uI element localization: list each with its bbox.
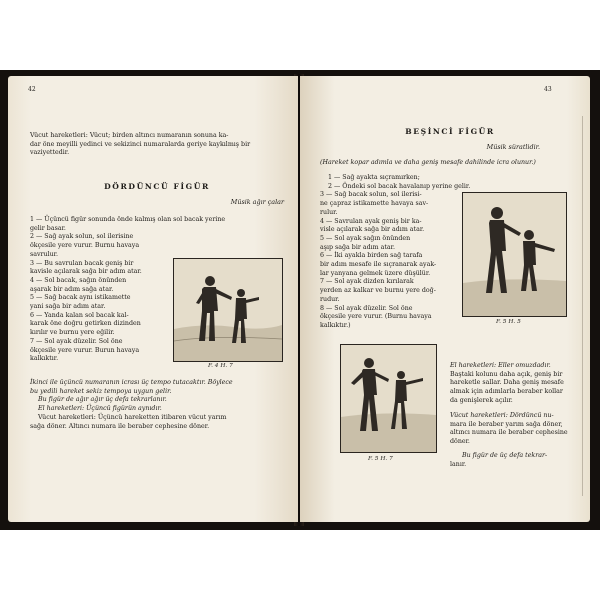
- step-line: 5 — Sol ayak sağın önünden: [320, 234, 411, 242]
- step-line: ökçesile yere vurur. Burun havaya: [30, 346, 140, 354]
- figure-5-bottom-caption: F. 5 H. 7: [368, 456, 393, 462]
- step-line: 2 — Sağ ayak solun, sol ilerisine: [30, 233, 134, 241]
- step-line: 6 — Yanda kalan sol bacak kal-: [30, 311, 129, 319]
- right-hands: [450, 362, 580, 406]
- left-intro-line: vaziyettedir.: [30, 149, 70, 157]
- left-intro-line: Vücut hareketleri: Vücut; birden altıncı numaranın sonuna ka-: [30, 132, 229, 139]
- step-line: rulur.: [320, 208, 338, 216]
- right-page-number: 43: [544, 86, 552, 93]
- left-intro-line: dar öne meyilli yedinci ve sekizinci numaralarda geriye kaykılmış bir: [30, 140, 251, 148]
- left-subheading: Müsik ağır çalar: [230, 198, 284, 206]
- step-line: 7 — Sol ayak dizden kırılarak: [320, 278, 414, 286]
- closing-line: lanır.: [450, 460, 467, 468]
- step-line: savrulur.: [30, 250, 58, 258]
- dancers-illustration: [463, 193, 566, 316]
- step-line: aşıp sağa bir adım atar.: [320, 243, 395, 251]
- right-intro: (Hareket kopar adımla ve daha geniş mesafe dahilinde icra olunur.): [320, 159, 536, 166]
- step-line: 8 — Sol ayak düzelir. Sol öne: [320, 304, 413, 312]
- step-line: 4 — Sol bacak, sağın önünden: [30, 276, 127, 284]
- figure-5-bottom-illustration: [340, 344, 437, 453]
- body-line: döner.: [450, 438, 470, 446]
- hands-line: El hareketleri: Eller omuzdadır.: [450, 362, 551, 369]
- step-line: yerden az kalkar ve burnu yere doğ-: [320, 287, 436, 295]
- right-page: [300, 76, 590, 522]
- step-line: 5 — Sağ bacak aynı istikamette: [30, 294, 131, 302]
- left-heading: DÖRDÜNCÜ FİGÜR: [104, 182, 210, 191]
- figure-4-illustration: [173, 258, 283, 362]
- figure-5-top-caption: F. 5 H. 5: [496, 319, 521, 325]
- left-page: [8, 76, 298, 522]
- step-line: 6 — İki ayakla birden sağ tarafa: [320, 252, 423, 260]
- step-line: ökçesile yere vurur. (Burnu havaya: [320, 313, 432, 321]
- right-body: [450, 412, 580, 447]
- step-line: 4 — Savrulan ayak geniş bir ka-: [320, 217, 422, 225]
- left-intro: [30, 132, 284, 158]
- right-subheading: Müsik süratlidir.: [486, 143, 540, 151]
- dancers-illustration: [341, 345, 436, 452]
- step-line: 2 — Öndeki sol bacak havalanıp yerine gelir.: [328, 182, 471, 190]
- step-line: kalkıktır.): [320, 321, 351, 329]
- step-line: kırılır ve burnu yere eğilir.: [30, 329, 115, 337]
- step-line: gelir basar.: [30, 224, 66, 232]
- step-line: lar yanyana gelmek üzere düşülür.: [320, 269, 431, 277]
- step-line: 3 — Sağ bacak solun, sol ilerisi-: [320, 191, 422, 199]
- step-line: 3 — Bu savrulan bacak geniş bir: [30, 259, 134, 267]
- hands-line: Baştaki kolunu daha açık, geniş bir: [450, 370, 563, 378]
- closing-line: Bu figür de ağır ağır üç defa tekrarlanır.: [38, 396, 167, 404]
- figure-4-caption: F. 4 H. 7: [208, 363, 233, 369]
- step-line: bir adım mesafe ile sıçranarak ayak-: [320, 261, 437, 269]
- step-line: ökçesile yere vurur. Burnu havaya: [30, 242, 140, 250]
- figure-5-top-illustration: [462, 192, 567, 317]
- step-line: 1 — Sağ ayakta sıçramırken;: [328, 174, 420, 181]
- body-line: Vücut hareketleri: Dördüncü nu-: [450, 412, 554, 419]
- closing-line: sağa döner. Altıncı numara ile beraber cephesine döner.: [30, 422, 210, 430]
- closing-line: Bu figür de üç defa tekrar-: [462, 452, 548, 459]
- body-line: mara ile beraber yarım sağa döner,: [450, 420, 563, 428]
- step-line: kavisle açılarak sağa bir adım atar.: [30, 268, 142, 276]
- closing-line: El hareketleri: Üçüncü figürün aynıdır.: [38, 405, 162, 413]
- right-heading: BEŞİNCİ FİGÜR: [405, 127, 495, 136]
- step-line: rudur.: [320, 295, 340, 303]
- dancers-illustration: [174, 259, 282, 361]
- step-line: karak öne doğru getirken dizinden: [30, 320, 141, 328]
- closing-line: Vücut hareketleri: Üçüncü hareketten itibaren vücut yarım: [38, 413, 227, 421]
- closing-line: bu yedili hareket sekiz tempoya uygun gelir.: [30, 387, 172, 395]
- step-line: 7 — Sol ayak düzelir. Sol öne: [30, 337, 123, 345]
- left-closing: [30, 379, 284, 431]
- step-line: aşarak bir adım sağa atar.: [30, 285, 114, 293]
- hands-line: almak için adımlarla beraber kollar: [450, 388, 563, 396]
- open-book: [0, 70, 600, 530]
- step-line: yani sağa bir adım atar.: [30, 303, 106, 311]
- step-line: ne çapraz istikamette havaya sav-: [320, 200, 429, 208]
- right-closing: [450, 452, 580, 469]
- step-line: 1 — Üçüncü figür sonunda önde kalmış olan sol bacak yerine: [30, 216, 226, 223]
- hands-line: da genişlerek açılır.: [450, 396, 513, 404]
- step-line: visle açılarak sağa bir adım atar.: [320, 226, 425, 234]
- page-edge-shadow: [582, 116, 583, 496]
- hands-line: hareketle sallar. Daha geniş mesafe: [450, 379, 564, 387]
- closing-line: İkinci ile üçüncü numaranın icrası üç tempo tutacaktır. Böylece: [30, 379, 233, 386]
- body-line: altıncı numara ile beraber cephesine: [450, 429, 568, 437]
- left-page-number: 42: [28, 86, 36, 93]
- step-line: kalkıktır.: [30, 355, 59, 363]
